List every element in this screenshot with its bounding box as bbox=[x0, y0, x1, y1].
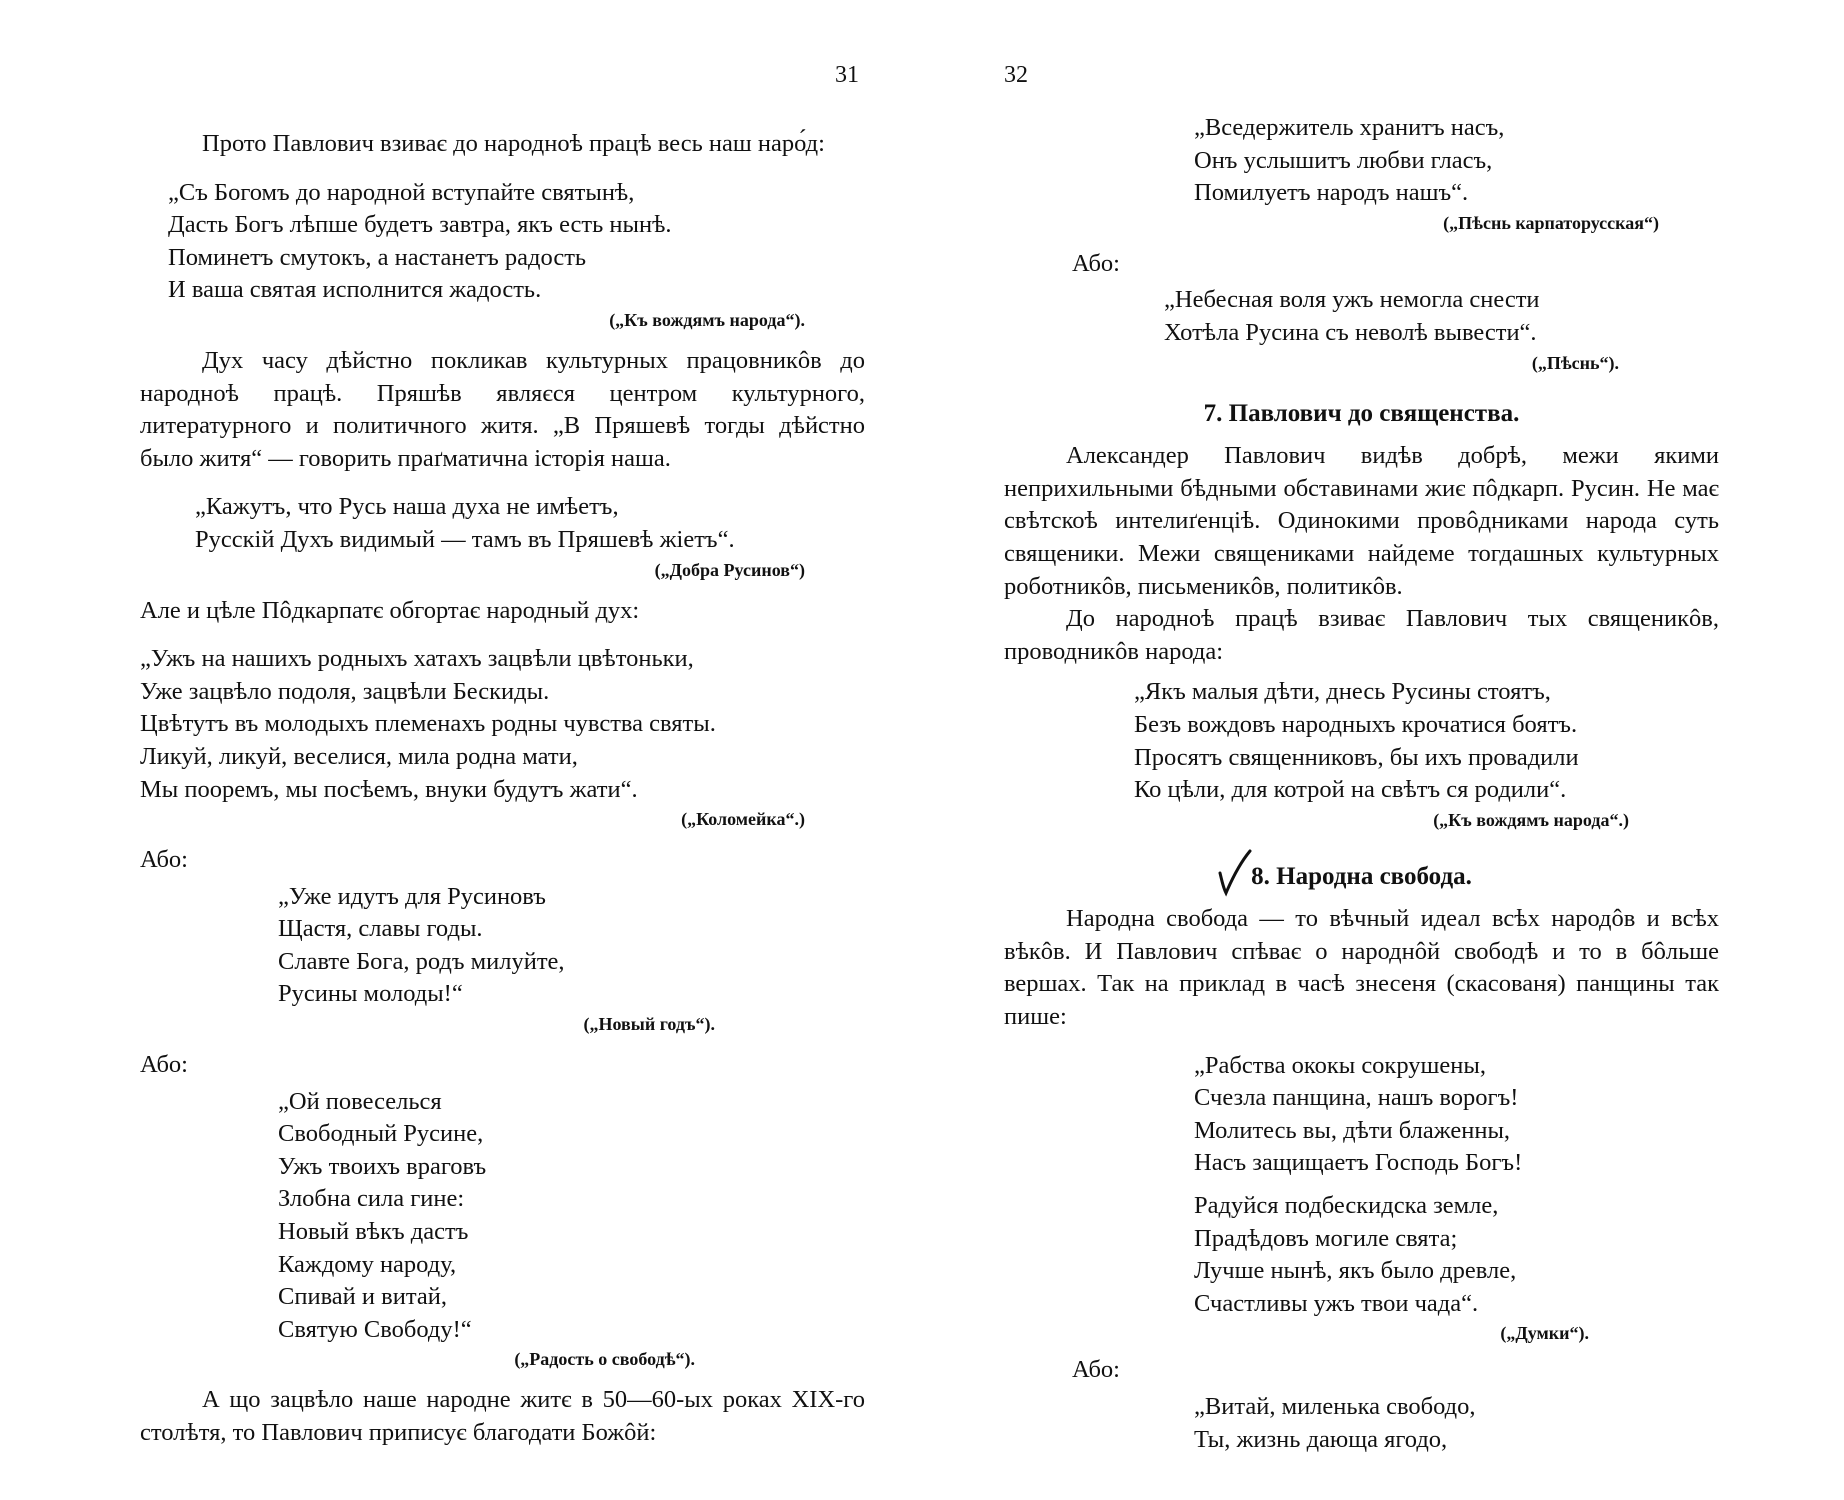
right-page bbox=[922, 0, 1844, 1500]
verse-quote: „Уже идутъ для Русиновъ Щастя, славы годы. Славте Бога, родъ милуйте, Русины молоды!“ bbox=[278, 882, 565, 1008]
verse-quote: „Ужъ на нашихъ родныхъ хатахъ зацвѣли цвѣтоньки, Уже зацвѣло подоля, зацвѣли Бескиды. Цвѣтутъ въ молодыхъ племенахъ родны чувства святы. Ликуй, ликуй, веселися, мила родна мати, Мы пооремъ, мы посѣемъ, внуки будутъ жати“. bbox=[140, 645, 716, 803]
section-heading bbox=[1004, 861, 1719, 894]
page-number: 31 bbox=[835, 62, 859, 88]
left-text-column bbox=[140, 128, 865, 1450]
paragraph: Александер Павлович видѣв добрѣ, межи якими неприхильными бѣдными обставинами жиє пôдкарп. Русин. Не має свѣтскоѣ интелиґенціѣ. Одинокими провôдниками народа суть священики. Межи священиками найдеме тогдашных культурных роботникôв, письменикôв, политикôв. bbox=[1004, 442, 1719, 600]
verse-quote: „Кажутъ, что Русь наша духа не имѣетъ, Русскій Духъ видимый — тамъ въ Пряшевѣ жіетъ“. bbox=[195, 493, 735, 553]
source-citation: („Новый годъ“). bbox=[583, 1014, 715, 1035]
paragraph: Народна свобода — то вѣчный идеал всѣх народôв и всѣх вѣкôв. И Павлович спѣває о народнôй свободѣ и то в бôльше вершах. Так на приклад в часѣ знесеня (скасованя) панщины так пише: bbox=[1004, 905, 1719, 1031]
section-heading-text: 8. Народна свобода. bbox=[1251, 862, 1472, 890]
paragraph: А що зацвѣло наше народне житє в 50—60-ых роках XIX-го столѣтя, то Павлович приписує благодати Божôй: bbox=[140, 1386, 865, 1446]
paragraph: Дух часу дѣйстно покликав культурных працовникôв до народноѣ працѣ. Пряшѣв являєся центром культурного, литературного и политичного житя. „В Пряшевѣ тогды дѣйстно было житя“ — говорить праґматична історія наша. bbox=[140, 346, 865, 472]
source-citation: („Пѣснь“). bbox=[1531, 352, 1619, 373]
verse-quote: „Съ Богомъ до народной вступайте святынѣ, Дасть Богъ лѣпше будетъ завтра, якъ есть нынѣ. Поминетъ смутокъ, а настанетъ радость И ваша святая исполнится жадость. bbox=[168, 178, 672, 304]
paragraph: Але и цѣле Пôдкарпатє обгортає народный дух: bbox=[140, 596, 640, 624]
handwritten-checkmark-icon bbox=[1214, 847, 1254, 897]
source-citation: („Пѣснь карпаторусская“) bbox=[1443, 212, 1659, 233]
right-text-column bbox=[1004, 112, 1719, 1456]
source-citation: („Думки“). bbox=[1500, 1323, 1589, 1344]
abo-label: Або: bbox=[1072, 249, 1120, 277]
verse-quote: „Ой повеселься Свободный Русине, Ужъ твоихъ враговъ Злобна сила гине: Новый вѣкъ дастъ Каждому народу, Спивай и витай, Святую Свободу!“ bbox=[278, 1087, 487, 1343]
source-citation: („Коломейка“.) bbox=[681, 809, 805, 830]
verse-quote: „Якъ малыя дѣти, днесь Русины стоятъ, Безъ вождовъ народныхъ крочатися боятъ. Просятъ священниковъ, бы ихъ провадили Ко цѣли, для котрой на свѣтъ ся родили“. bbox=[1134, 678, 1579, 804]
source-citation: („Къ вождямъ народа“). bbox=[609, 309, 805, 330]
source-citation: („Радость о свободѣ“). bbox=[514, 1349, 695, 1370]
abo-label: Або: bbox=[1072, 1356, 1120, 1384]
verse-quote: Радуйся подбескидска земле, Прадѣдовъ могиле свята; Лучше нынѣ, якъ было древле, Счастливы ужъ твои чада“. bbox=[1194, 1192, 1517, 1317]
verse-quote: „Рабства ококы сокрушены, Счезла панщина, нашъ ворогъ! Молитесь вы, дѣти блаженны, Насъ защищаетъ Господь Богъ! bbox=[1194, 1051, 1523, 1177]
source-citation: („Добра Русинов“) bbox=[654, 559, 805, 580]
paragraph: Прото Павлович взиває до народноѣ працѣ весь наш наро́д: bbox=[202, 130, 825, 157]
paragraph: До народноѣ працѣ взиває Павлович тых священикôв, проводникôв народа: bbox=[1004, 605, 1719, 665]
page-number: 32 bbox=[1004, 62, 1028, 88]
verse-quote: „Вседержитель хранитъ насъ, Онъ услышитъ любви гласъ, Помилуетъ народъ нашъ“. bbox=[1194, 114, 1505, 207]
source-citation: („Къ вождямъ народа“.) bbox=[1433, 809, 1629, 830]
abo-label: Або: bbox=[140, 846, 188, 874]
verse-quote: „Небесная воля ужъ немогла снести Хотѣла Русина съ неволѣ вывести“. bbox=[1164, 286, 1540, 346]
verse-quote: „Витай, миленька свободо, Ты, жизнь дающа ягодо, bbox=[1194, 1393, 1476, 1453]
section-heading: 7. Павлович до священства. bbox=[1203, 399, 1520, 427]
abo-label: Або: bbox=[140, 1051, 188, 1079]
